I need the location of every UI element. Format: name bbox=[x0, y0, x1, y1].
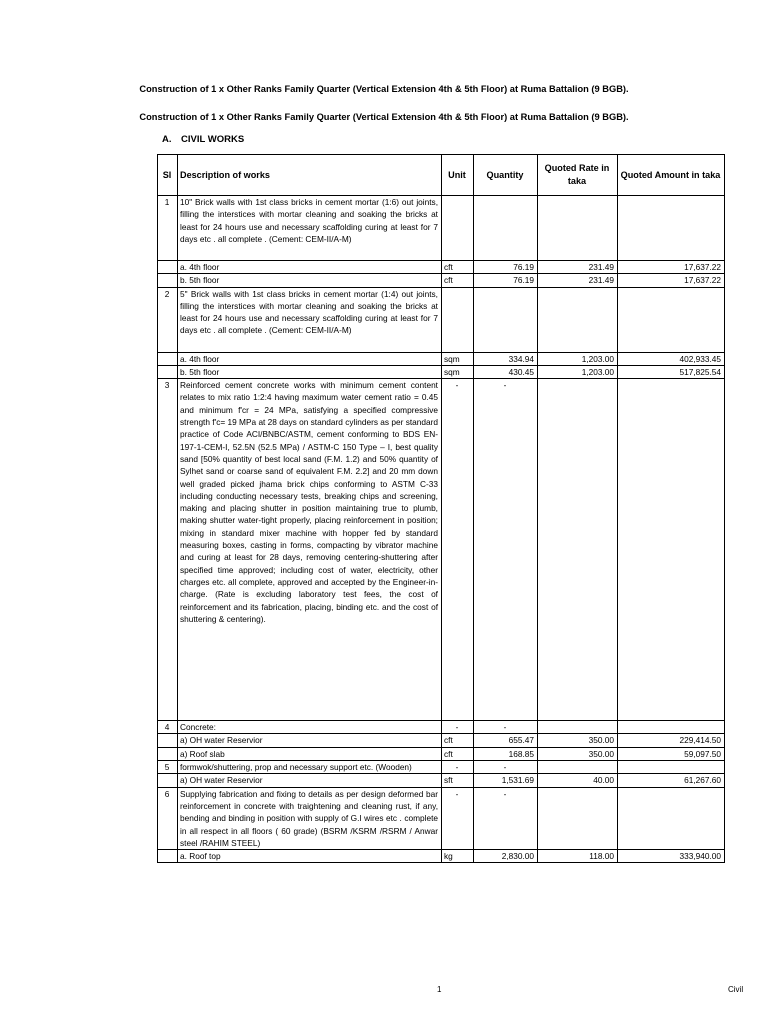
amount-cell bbox=[618, 287, 725, 352]
description-cell: a) Roof slab bbox=[178, 747, 442, 760]
description-cell: a) OH water Reservior bbox=[178, 774, 442, 787]
quantity-cell: - bbox=[474, 787, 538, 849]
quantity-cell: 168.85 bbox=[474, 747, 538, 760]
table-row bbox=[158, 774, 725, 787]
quantity-cell: - bbox=[474, 721, 538, 734]
quantity-cell: 76.19 bbox=[474, 274, 538, 287]
table-row bbox=[158, 365, 725, 378]
rate-cell: 231.49 bbox=[538, 274, 618, 287]
page-number: 1 bbox=[437, 985, 442, 994]
rate-cell bbox=[538, 196, 618, 261]
amount-cell: 229,414.50 bbox=[618, 734, 725, 747]
sl-cell: 2 bbox=[158, 287, 178, 352]
quantity-cell: 76.19 bbox=[474, 261, 538, 274]
header-description: Description of works bbox=[178, 155, 442, 196]
quantity-cell: 334.94 bbox=[474, 352, 538, 365]
table-row bbox=[158, 734, 725, 747]
amount-cell bbox=[618, 196, 725, 261]
rate-cell bbox=[538, 379, 618, 721]
rate-cell: 118.00 bbox=[538, 850, 618, 863]
document-title: Construction of 1 x Other Ranks Family Quarter (Vertical Extension 4th & 5th Floor) at Ruma Battalion (9 BGB). bbox=[139, 84, 629, 94]
rate-cell: 350.00 bbox=[538, 734, 618, 747]
description-cell: b. 5th floor bbox=[178, 365, 442, 378]
unit-cell: cft bbox=[442, 274, 474, 287]
description-cell: formwok/shuttering, prop and necessary support etc. (Wooden) bbox=[178, 761, 442, 774]
rate-cell bbox=[538, 721, 618, 734]
description-cell: Supplying fabrication and fixing to details as per design deformed bar reinforcement in concrete with traightening and cleaning rust, if any, bending and binding in position with supply of G.I wires etc . complete in all respect in all floors ( 60 grade) (BSRM /KSRM /RSRM / Anwar steel /RAHIM STEEL) bbox=[178, 787, 442, 849]
unit-cell: sft bbox=[442, 774, 474, 787]
amount-cell: 61,267.60 bbox=[618, 774, 725, 787]
header-quantity: Quantity bbox=[474, 155, 538, 196]
rate-cell bbox=[538, 287, 618, 352]
table-row bbox=[158, 721, 725, 734]
table-row bbox=[158, 287, 725, 352]
description-cell: Concrete: bbox=[178, 721, 442, 734]
quantity-cell bbox=[474, 287, 538, 352]
table-row bbox=[158, 850, 725, 863]
description-cell: a. 4th floor bbox=[178, 261, 442, 274]
table-row bbox=[158, 196, 725, 261]
table-row bbox=[158, 787, 725, 849]
quantity-cell: 2,830.00 bbox=[474, 850, 538, 863]
amount-cell bbox=[618, 721, 725, 734]
table-row bbox=[158, 274, 725, 287]
footer-label: Civil bbox=[728, 985, 744, 994]
section-label: CIVIL WORKS bbox=[181, 134, 245, 145]
amount-cell: 517,825.54 bbox=[618, 365, 725, 378]
amount-cell: 17,637.22 bbox=[618, 274, 725, 287]
unit-cell: - bbox=[442, 379, 474, 721]
description-cell: a) OH water Reservior bbox=[178, 734, 442, 747]
rate-cell: 231.49 bbox=[538, 261, 618, 274]
quantity-cell: 1,531.69 bbox=[474, 774, 538, 787]
unit-cell: cft bbox=[442, 747, 474, 760]
description-cell: a. Roof top bbox=[178, 850, 442, 863]
sl-cell: 3 bbox=[158, 379, 178, 721]
quantity-cell bbox=[474, 196, 538, 261]
bill-of-quantities-table bbox=[157, 154, 725, 863]
sl-cell: 6 bbox=[158, 787, 178, 849]
sl-cell: 4 bbox=[158, 721, 178, 734]
unit-cell bbox=[442, 196, 474, 261]
amount-cell bbox=[618, 761, 725, 774]
section-heading bbox=[162, 134, 244, 145]
rate-cell: 1,203.00 bbox=[538, 352, 618, 365]
document-subtitle: Construction of 1 x Other Ranks Family Quarter (Vertical Extension 4th & 5th Floor) at Ruma Battalion (9 BGB). bbox=[139, 112, 629, 122]
amount-cell: 17,637.22 bbox=[618, 261, 725, 274]
amount-cell: 59,097.50 bbox=[618, 747, 725, 760]
unit-cell: cft bbox=[442, 261, 474, 274]
rate-cell bbox=[538, 787, 618, 849]
unit-cell: - bbox=[442, 721, 474, 734]
table-row bbox=[158, 261, 725, 274]
rate-cell: 40.00 bbox=[538, 774, 618, 787]
section-letter: A. bbox=[162, 134, 172, 145]
header-unit: Unit bbox=[442, 155, 474, 196]
sl-cell: 1 bbox=[158, 196, 178, 261]
quantity-cell: - bbox=[474, 761, 538, 774]
amount-cell bbox=[618, 379, 725, 721]
rate-cell: 350.00 bbox=[538, 747, 618, 760]
table-row bbox=[158, 761, 725, 774]
table-row bbox=[158, 352, 725, 365]
quantity-cell: 655.47 bbox=[474, 734, 538, 747]
unit-cell: kg bbox=[442, 850, 474, 863]
quantity-cell: - bbox=[474, 379, 538, 721]
header-amount: Quoted Amount in taka bbox=[618, 155, 725, 196]
unit-cell bbox=[442, 287, 474, 352]
amount-cell: 402,933.45 bbox=[618, 352, 725, 365]
unit-cell: sqm bbox=[442, 365, 474, 378]
unit-cell: - bbox=[442, 761, 474, 774]
header-sl: Sl bbox=[158, 155, 178, 196]
amount-cell bbox=[618, 787, 725, 849]
sl-cell: 5 bbox=[158, 761, 178, 774]
rate-cell bbox=[538, 761, 618, 774]
unit-cell: - bbox=[442, 787, 474, 849]
header-rate: Quoted Rate in taka bbox=[538, 155, 618, 196]
unit-cell: sqm bbox=[442, 352, 474, 365]
table-row bbox=[158, 379, 725, 721]
description-cell: b. 5th floor bbox=[178, 274, 442, 287]
description-cell: 5" Brick walls with 1st class bricks in cement mortar (1:4) out joints, filling the interstices with mortar cleaning and soaking the bricks at least for 24 hours use and necessary scaffolding curing at least for 7 days etc . all complete . (Cement: CEM-II/A-M) bbox=[178, 287, 442, 352]
table-row bbox=[158, 747, 725, 760]
unit-cell: cft bbox=[442, 734, 474, 747]
table-header-row bbox=[158, 155, 725, 196]
description-cell: Reinforced cement concrete works with minimum cement content relates to mix ratio 1:2:4 having maximum water cement ratio = 0.45 and minimum f'cr = 24 MPa, satisfying a specified compressive strength f'c= 19 MPa at 28 days on standard cylinders as per standard practice of Code ACI/BNBC/ASTM, cement conforming to BDS EN-197-1-CEM-I, 52.5N (52.5 MPa) / ASTM-C 150 Type – I, best quality sand [50% quantity of best local sand (F.M. 1.2) and 50% quantity of Sylhet sand or coarse sand of equivalent F.M. 2.2] and 20 mm down well graded picked jhama brick chips conforming to ASTM C-33 including conducting necessary tests, breaking chips and screening, making and placing shutter in position maintaining true to plumb, making shutter water-tight properly, placing reinforcement in position; mixing in standard mixer machine with hopper fed by standard measuring boxes, casting in forms, compacting by vibrator machine and curing at least for 28 days, removing centering-shuttering after specified time approved; including cost of water, electricity, other charges etc. all complete, approved and accepted by the Engineer-in-charge. (Rate is excluding laboratory test fees, the cost of reinforcement and its fabrication, placing, binding etc. and the cost of shuttering & centering). bbox=[178, 379, 442, 721]
rate-cell: 1,203.00 bbox=[538, 365, 618, 378]
amount-cell: 333,940.00 bbox=[618, 850, 725, 863]
quantity-cell: 430.45 bbox=[474, 365, 538, 378]
description-cell: 10" Brick walls with 1st class bricks in cement mortar (1:6) out joints, filling the interstices with mortar cleaning and soaking the bricks at least for 24 hours use and necessary scaffolding curing at least for 7 days etc . all complete . (Cement: CEM-II/A-M) bbox=[178, 196, 442, 261]
description-cell: a. 4th floor bbox=[178, 352, 442, 365]
